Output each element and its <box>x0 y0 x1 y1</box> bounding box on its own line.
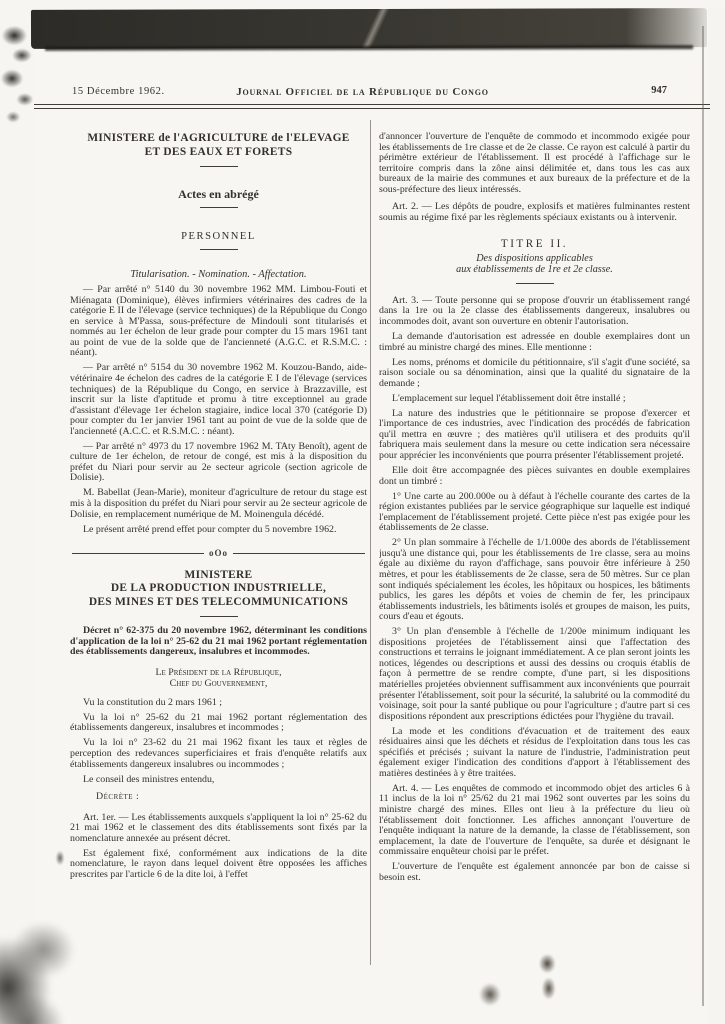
decrete-heading: Décrète : <box>96 791 140 803</box>
paragraph-pieces: Elle doit être accompagnée des pièces suivantes en double exemplaires dont un timbré : <box>379 465 690 487</box>
paragraph-noms: Les noms, prénoms et domicile du pétitionnaire, s'il s'agit d'une société, sa raison sociale ou sa dénomination, ainsi que la qualité du signataire de la demande ; <box>379 356 690 389</box>
right-column <box>379 118 690 970</box>
ink-stain <box>52 845 68 871</box>
paragraph-arrete-4973: — Par arrêté n° 4973 du 17 novembre 1962 M. TAty Benoît), agent de culture de 1er échelon, de retour de congé, est mis à la disposition du préfet du Niari pour servir au 2e secteur agricole (section agricole de Dolisie). <box>70 440 367 484</box>
paragraph-nature-industries: La nature des industries que le pétitionnaire se propose d'exercer et l'importance de ces industries, avec l'indication des procédés de fabrication qu'il mettra en œuvre ; des matières qu'il utilisera et des produits qu'il fabriquera mais seulement dans la mesure ou cette indication sera nécessaire pour apprécier les inconvénients que pourra présenter l'établissement projeté. <box>379 407 690 462</box>
visa-constitution: Vu la constitution du 2 mars 1961 ; <box>83 696 223 708</box>
article-2: Art. 2. — Les dépôts de poudre, explosifs et matières fulminantes restent soumis au régime fixé par les règlements spéciaux existants ou à intervenir. <box>379 201 690 223</box>
heading-line: DES MINES ET DES TELECOMMUNICATIONS <box>88 595 349 608</box>
journal-title: Journal Officiel de la République du Congo <box>236 86 489 98</box>
header-date: 15 Décembre 1962. <box>72 86 165 97</box>
subtitle-line: aux établissements de 1re et 2e classe. <box>456 264 613 276</box>
scanner-shadow-band <box>31 8 707 49</box>
heading-line: ET DES EAUX ET FORETS <box>144 145 293 158</box>
ink-stain <box>468 968 512 1016</box>
item-carte: 1° Une carte au 200.000e ou à défaut à l'échelle courante des cartes de la région existantes publiées par le service géographique sur laquelle est indiqué l'emplacement de l'établissement projeté. Cette pièce n'est pas exigée pour les établissements de 2e classe. <box>379 490 690 534</box>
paragraph-babellat: M. Babellat (Jean-Marie), moniteur d'agriculture de retour du stage est mis à la disposition du préfet du Niari pour servir au 2e secteur agricole de Dolisie, en remplacement numérique de M. Moinengula décédé. <box>70 487 367 520</box>
visa-loi-25-62: Vu la loi n° 25-62 du 21 mai 1962 portant réglementation des établissements dangereux, insalubres et incommodes ; <box>70 711 367 734</box>
conseil-ministres-line: Le conseil des ministres entendu, <box>83 773 215 785</box>
scan-right-margin <box>708 0 725 1024</box>
heading-line: MINISTERE de l'AGRICULTURE de l'ELEVAGE <box>87 132 350 144</box>
chef-gouvernement-line: Chef du Gouvernement, <box>169 678 268 690</box>
section-rule <box>200 166 238 167</box>
ministry-production-heading <box>70 569 367 610</box>
left-column <box>70 118 367 970</box>
article-1: Art. 1er. — Les établissements auxquels s'appliquent la loi n° 25-62 du 21 mai 1962 et le classement des dits établissements sont fixés par la nomenclature annexée au présent décret. <box>70 811 367 844</box>
heading-line: DE LA PRODUCTION INDUSTRIELLE, <box>110 582 327 595</box>
paragraph-affichage: d'annoncer l'ouverture de l'enquête de commodo et incommodo exigée pour les établissements de 1re classe et de 2e classe. Ce rayon est calculé à partir du périmètre extérieur de l'établissement. Il est procédé à l'affichage sur le territoire compris dans la zône ainsi délimitée et, dans tous les cas aux bureaux de la mairie des communes et aux bureaux de la préfecture et de la sous-préfecture des lieux intéressés. <box>379 131 690 195</box>
paragraph-evacuation: La mode et les conditions d'évacuation et de traitement des eaux résiduaires ainsi que les déchets et résidus de l'exploitation dans tous les cas spécifiés et précisés ; suivant la nature de l'industrie, l'administration peut également exiger l'indication des conditions d'apport à l'établissement des matières destinées à y être traitées. <box>379 725 690 779</box>
visa-loi-23-62: Vu la loi n° 23-62 du 21 mai 1962 fixant les taux et règles de perception des redevances superficiaires et frais d'enquête relatifs aux établissements dangereux insalubres ou incommodes ; <box>70 737 367 770</box>
ornament-line <box>72 553 204 554</box>
section-rule <box>200 616 238 617</box>
personnel-heading: PERSONNEL <box>181 230 256 242</box>
article-3: Art. 3. — Toute personne qui se propose d'ouvrir un établissement rangé dans la 1re ou la 2e classe des établissements dangereux, insalubres ou incommodes doit, avant son ouverture en obtenir l'autorisation. <box>379 294 690 328</box>
paragraph-arrete-5154: — Par arrêté n° 5154 du 30 novembre 1962 M. Kouzou-Bando, aide-vétérinaire 4e échelon des cadres de la catégorie E I de l'élevage (services techniques) de la République du Congo, en service à Brazzaville, est inscrit sur la liste d'aptitude et promu à titre exceptionnel au grade d'assistant d'élevage 1er échelon stagiaire, indice local 370 (catégorie D) pour compter du 1er janvier 1961 tant au point de vue de la solde que de l'ancienneté (A.C.C. et R.S.M.C. : néant). <box>70 362 367 437</box>
ministry-agriculture-heading <box>70 132 367 159</box>
president-line: Le Président de la République, <box>155 666 282 678</box>
header-double-rule <box>34 104 710 109</box>
item-plan-sommaire: 2° Un plan sommaire à l'échelle de 1/1.000e des abords de l'établissement jusqu'à une distance qui, pour les établissements de 1re classe, sera au moins égale au dixième du rayon d'affichage, sans pouvoir être inférieure à 250 mètres, et pour les établissements de 2e classe, sera de 50 mètres. Sur ce plan sont indiqués spécialement les écoles, les hôpitaux ou hospices, les bâtiments publics, les gares les dépôts et voies de chemin de fer, les principaux établissements industriels, les bâtiments isolés et groupes de maison, les puits, cours d'eau et égouts. <box>379 537 690 623</box>
heading-line: MINISTERE <box>184 568 253 581</box>
scan-top-margin <box>0 0 725 8</box>
section-rule <box>516 283 554 284</box>
section-rule <box>200 207 238 208</box>
ornament-divider <box>72 548 365 559</box>
column-divider <box>370 120 371 965</box>
paragraph-demande: La demande d'autorisation est adressée en double exemplaires dont un timbré au ministre chargé des mines. Elle mentionne : <box>379 331 690 353</box>
paragraph-ouverture-enquete: L'ouverture de l'enquête est également annoncée par bon de caisse si besoin est. <box>379 861 690 883</box>
decret-title: Décret n° 62-375 du 20 novembre 1962, déterminant les conditions d'application de la loi n° 25-62 du 21 mai 1962 portant réglementation des établissements dangereux, insalubres et incommodes. <box>70 625 367 658</box>
titre-ii-subtitle <box>379 253 690 276</box>
subtitle-line: Des dispositions applicables <box>476 252 593 264</box>
section-rule <box>200 249 238 250</box>
item-plan-ensemble: 3° Un plan d'ensemble à l'échelle de 1/200e minimum indiquant les dispositions projetées de l'établissement ainsi que l'affectation des constructions et terrains le joignant immédiatement. A ce plan seront joints les notices, légendes ou descriptions et aussi des dessins ou croquis établis de façon à permettre de se rendre compte, d'une part, si les dispositions matérielles projetées obviennent suffisamment aux inconvénients que pourrait présenter l'établissement, soit pour la sécurité, la salubrité ou la commodité du voisinage, soit pour la santé publique ou pour l'agriculture ; d'autre part si ces dispositions répondent aux prescriptions édictées pour l'hygiène du travail. <box>379 626 690 722</box>
rubric-line: Titularisation. - Nomination. - Affectation. <box>130 269 307 281</box>
scan-left-margin <box>0 0 34 1024</box>
article-4: Art. 4. — Les enquêtes de commodo et incommodo objet des articles 6 à 11 inclus de la loi n° 25/62 du 21 mai 1962 sont ouvertes par les soins du ministre chargé des mines. Elles ont lieu à la préfecture du lieu où l'établissement doit fonctionner. Les affiches annonçant l'ouverture de l'enquête indiquant la nature de la demande, la classe de l'établissement, son emplacement, la date de l'ouverture de l'enquête, sa durée et désignant le commissaire enquêteur choisi par le préfet. <box>379 782 690 858</box>
ornament-line <box>233 553 365 554</box>
page-number: 947 <box>651 85 667 96</box>
page-fold-line <box>702 26 704 1006</box>
paragraph-arrete-5140: — Par arrêté n° 5140 du 30 novembre 1962 MM. Limbou-Fouti et Miénagata (Dominique), élèves infirmiers vétérinaires des cadres de la catégorie E II de l'élevage (service techniques) de la République du Congo en service à M'Passa, sous-préfecture de Mindouli sont titularisés et nommés au 1er échelon de leur grade pour compter du 15 mars 1961 tant au point de vue de la solde que de l'ancienneté (A.G.C. et R.S.M.C. : néant). <box>70 284 367 359</box>
titre-ii-heading: TITRE II. <box>500 238 569 251</box>
paragraph-emplacement: L'emplacement sur lequel l'établissement doit être installé ; <box>392 392 626 404</box>
article-1-suite: Est également fixé, conformément aux indications de la dite nomenclature, le rayon dans lequel doivent être opposées les affiches prescrites par l'article 6 de la dite loi, à l'effet <box>70 847 367 880</box>
actes-en-abrege-heading: Actes en abrégé <box>178 187 259 201</box>
paragraph-effet: Le présent arrêté prend effet pour compter du 5 novembre 1962. <box>83 523 337 535</box>
ornament-glyph: oOo <box>209 548 229 559</box>
